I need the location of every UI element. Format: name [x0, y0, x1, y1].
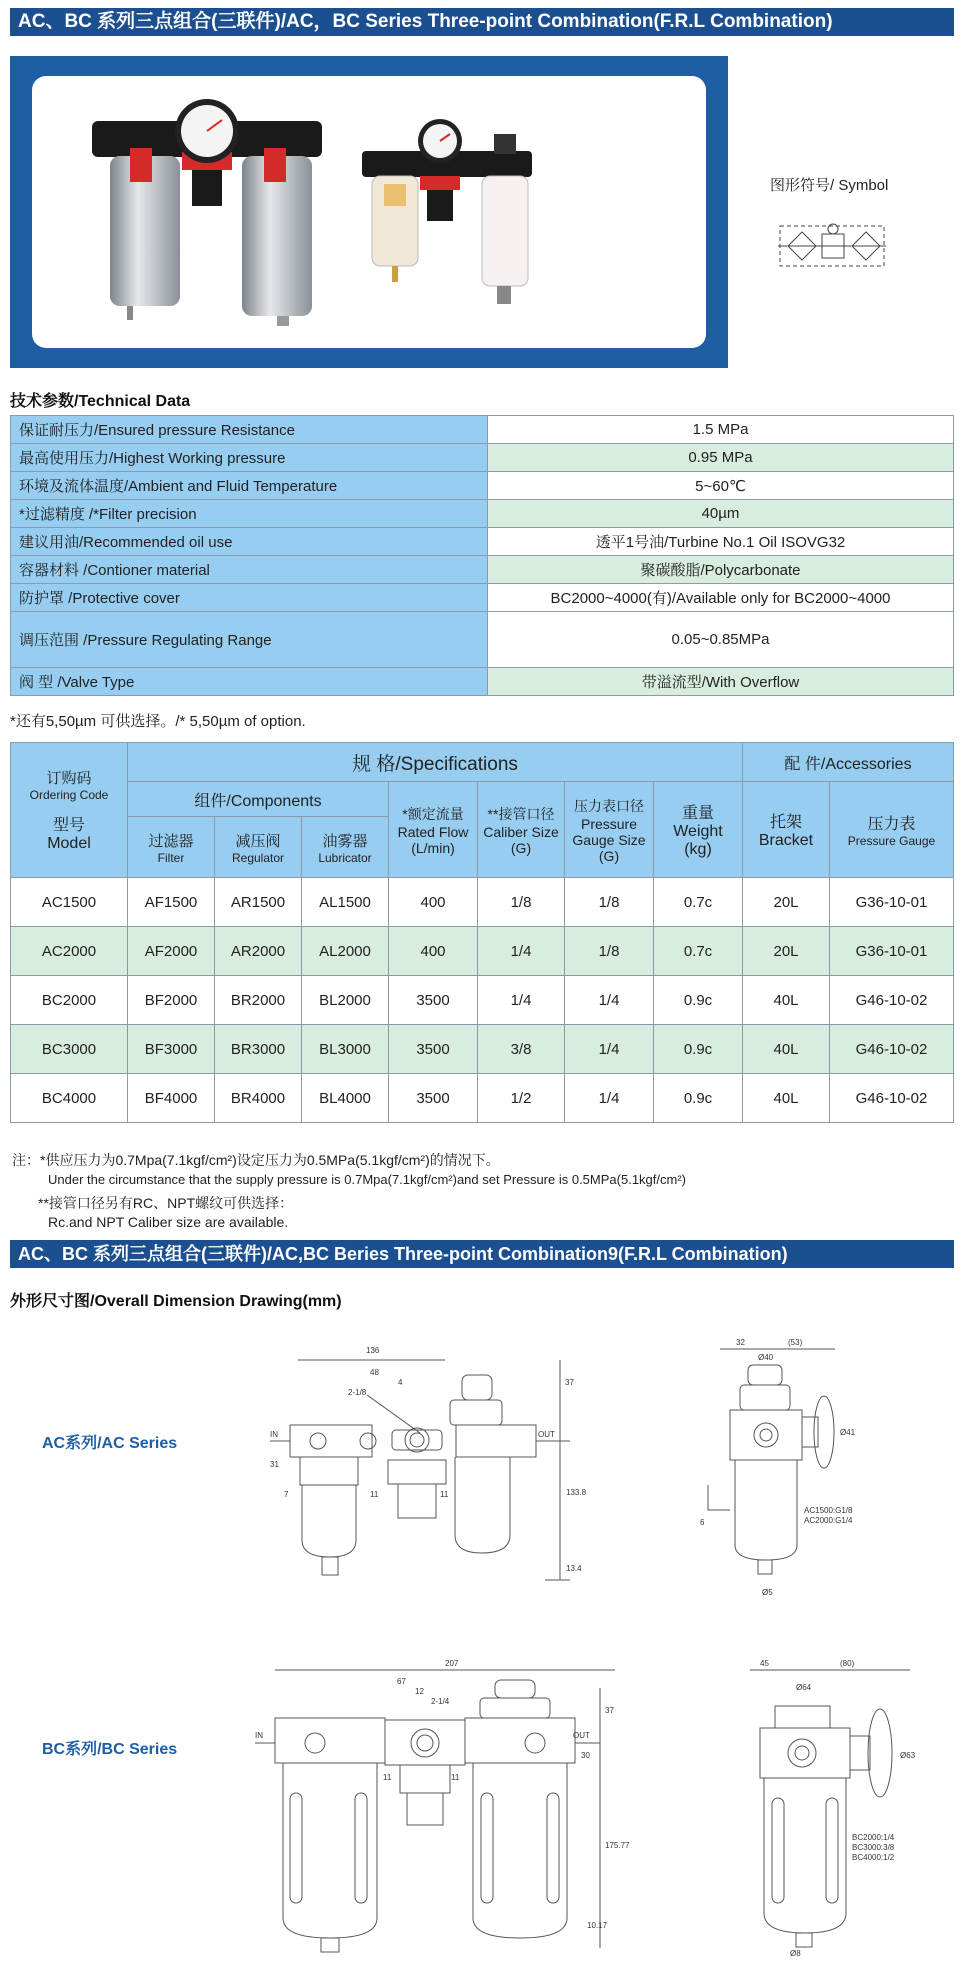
cell-weight: 0.9c: [654, 976, 743, 1025]
cell-weight: 0.7c: [654, 927, 743, 976]
pneumatic-symbol-icon: [778, 220, 888, 272]
bc-dim-c: 30: [581, 1751, 590, 1760]
bc-dim-h3: 10.17: [587, 1921, 608, 1930]
note-3: **接管口径另有RC、NPT螺纹可供选择：: [38, 1195, 294, 1211]
cell-flow: 400: [389, 927, 478, 976]
cell-regulator: AR1500: [215, 878, 302, 927]
ac-dim-h3: 13.4: [566, 1564, 582, 1573]
table-row: [11, 878, 954, 927]
bc-side-i: BC4000:1/2: [852, 1853, 895, 1862]
product-photo-frame: [10, 56, 728, 368]
tech-value: 0.95 MPa: [488, 444, 954, 472]
tech-footnote: *还有5,50µm 可供选择。/* 5,50µm of option.: [10, 713, 306, 730]
ac-front-drawing: [270, 1335, 600, 1615]
tech-value: 1.5 MPa: [488, 416, 954, 444]
cell-lubricator: BL2000: [302, 976, 389, 1025]
bc-dim-b: 12: [415, 1687, 424, 1696]
bc-series-label: BC系列/BC Series: [42, 1741, 178, 1758]
ac-dim-port: 2-1/8: [348, 1388, 367, 1397]
cell-filter: BF2000: [128, 976, 215, 1025]
bc-dim-a: 67: [397, 1677, 406, 1686]
cell-regulator: BR3000: [215, 1025, 302, 1074]
ac-side-d: Ø41: [840, 1428, 856, 1437]
tech-value: 带溢流型/With Overflow: [488, 668, 954, 696]
specifications-header: 规 格/Specifications: [128, 743, 743, 782]
bc-side-d: Ø63: [900, 1751, 916, 1760]
cell-bracket: 20L: [743, 927, 830, 976]
dimension-heading: 外形尺寸图/Overall Dimension Drawing(mm): [10, 1293, 342, 1310]
cell-flow: 3500: [389, 1074, 478, 1123]
cell-bracket: 40L: [743, 1025, 830, 1074]
cell-regulator: BR2000: [215, 976, 302, 1025]
table-row: [11, 472, 954, 500]
cell-caliber: 1/8: [478, 878, 565, 927]
note-4: Rc.and NPT Caliber size are available.: [48, 1214, 289, 1230]
tech-value: 透平1号油/Turbine No.1 Oil ISOVG32: [488, 528, 954, 556]
table-row: [11, 444, 954, 472]
bc-dim-in: IN: [255, 1731, 263, 1740]
tech-value: BC2000~4000(有)/Available only for BC2000~4000: [488, 584, 954, 612]
cell-lubricator: BL3000: [302, 1025, 389, 1074]
bracket-header: [743, 782, 830, 878]
cell-caliber: 1/4: [478, 976, 565, 1025]
model-cn: 型号: [52, 817, 85, 834]
cell-model: BC4000: [11, 1074, 128, 1123]
bc-dim-out: OUT: [573, 1731, 590, 1740]
flow-en: Rated Flow: [397, 823, 469, 840]
symbol-label: 图形符号/ Symbol: [770, 177, 889, 194]
flow-unit: (L/min): [411, 839, 455, 856]
bracket-cn: 托架: [769, 814, 802, 831]
tech-label: 保证耐压力/Ensured pressure Resistance: [11, 416, 488, 444]
table-row: [11, 584, 954, 612]
cell-weight: 0.9c: [654, 1025, 743, 1074]
cell-pgauge: G46-10-02: [830, 1074, 954, 1123]
cell-lubricator: BL4000: [302, 1074, 389, 1123]
cell-model: AC2000: [11, 927, 128, 976]
tech-value: 0.05~0.85MPa: [488, 612, 954, 668]
caliber-header: [478, 782, 565, 878]
note-2: Under the circumstance that the supply pressure is 0.7Mpa(7.1kgf/cm²)and set Pressure is 0.5MPa(5.1kgf/cm²): [48, 1172, 686, 1187]
ac-dim-e: 11: [370, 1490, 379, 1499]
bc-dim-h1: 37: [605, 1706, 614, 1715]
regulator-en: Regulator: [231, 850, 285, 865]
table-row: [11, 668, 954, 696]
ac-side-e: 6: [700, 1518, 705, 1527]
cell-filter: BF3000: [128, 1025, 215, 1074]
flow-header: [389, 782, 478, 878]
bc-side-e: Ø8: [790, 1949, 801, 1958]
pgauge-en: Pressure Gauge: [847, 834, 936, 848]
ac-dim-w: 136: [366, 1346, 380, 1355]
ac-dim-in: IN: [270, 1430, 278, 1439]
cell-model: AC1500: [11, 878, 128, 927]
weight-header: [654, 782, 743, 878]
bc-dim-e: 11: [451, 1773, 460, 1782]
ac-dim-h1: 37: [565, 1378, 574, 1387]
weight-cn: 重量: [681, 805, 714, 822]
ac-side-b: (53): [788, 1338, 803, 1347]
tech-value: 5~60℃: [488, 472, 954, 500]
bc-side-h: BC3000:3/8: [852, 1843, 895, 1852]
cell-gauge: 1/8: [565, 927, 654, 976]
ac-side-drawing: [700, 1335, 900, 1615]
cell-flow: 3500: [389, 1025, 478, 1074]
table-row: [11, 1074, 954, 1123]
table-row: [11, 612, 954, 668]
table-row: [11, 528, 954, 556]
bc-side-b: (80): [840, 1659, 855, 1668]
table-row: [11, 500, 954, 528]
ac-dim-a: 48: [370, 1368, 379, 1377]
pgauge-cn: 压力表: [867, 816, 916, 833]
tech-label: 建议用油/Recommended oil use: [11, 528, 488, 556]
cell-gauge: 1/4: [565, 976, 654, 1025]
flow-cn: *额定流量: [402, 805, 464, 822]
bc-side-c: Ø64: [796, 1683, 812, 1692]
caliber-en: Caliber Size: [483, 823, 559, 840]
cell-filter: AF1500: [128, 878, 215, 927]
small-unit-image: [362, 119, 532, 304]
cell-regulator: BR4000: [215, 1074, 302, 1123]
filter-en: Filter: [157, 850, 185, 865]
ordering-code-en: Ordering Code: [29, 788, 109, 802]
tech-label: 最高使用压力/Highest Working pressure: [11, 444, 488, 472]
ac-side-h: AC2000:G1/4: [804, 1516, 853, 1525]
cell-caliber: 3/8: [478, 1025, 565, 1074]
bc-dim-port: 2-1/4: [431, 1697, 450, 1706]
accessories-header: 配 件/Accessories: [743, 743, 954, 782]
caliber-unit: (G): [510, 839, 532, 856]
product-photo: [32, 76, 706, 348]
caliber-cn: **接管口径: [487, 805, 555, 822]
filter-cn: 过滤器: [148, 832, 194, 850]
tech-value: 40µm: [488, 500, 954, 528]
ac-side-f: Ø5: [762, 1588, 773, 1597]
ac-dim-b: 4: [398, 1378, 403, 1387]
tech-label: 容器材料 /Contioner material: [11, 556, 488, 584]
cell-caliber: 1/4: [478, 927, 565, 976]
lubricator-cn: 油雾器: [322, 832, 368, 850]
table-row: [11, 927, 954, 976]
bc-side-g: BC2000:1/4: [852, 1833, 895, 1842]
lubricator-header: [302, 817, 389, 878]
pressure-gauge-header: [830, 782, 954, 878]
ac-dim-f: 11: [440, 1490, 449, 1499]
gauge-unit: (G): [598, 847, 620, 864]
filter-header: [128, 817, 215, 878]
gauge-size-header: [565, 782, 654, 878]
regulator-cn: 减压阀: [235, 832, 281, 850]
gauge-cn: 压力表口径: [574, 797, 644, 814]
cell-filter: AF2000: [128, 927, 215, 976]
cell-pgauge: G46-10-02: [830, 976, 954, 1025]
cell-weight: 0.7c: [654, 878, 743, 927]
cell-bracket: 40L: [743, 1074, 830, 1123]
cell-flow: 3500: [389, 976, 478, 1025]
bracket-en: Bracket: [758, 832, 814, 849]
table-row: [11, 416, 954, 444]
ac-side-a: 32: [736, 1338, 745, 1347]
gauge-en2: Gauge Size: [572, 831, 646, 848]
tech-label: 环境及流体温度/Ambient and Fluid Temperature: [11, 472, 488, 500]
bc-side-drawing: [740, 1658, 930, 1958]
ac-dim-out: OUT: [538, 1430, 555, 1439]
cell-model: BC2000: [11, 976, 128, 1025]
cell-weight: 0.9c: [654, 1074, 743, 1123]
tech-label: 防护罩 /Protective cover: [11, 584, 488, 612]
ac-dim-h2: 133.8: [566, 1488, 587, 1497]
bc-side-a: 45: [760, 1659, 769, 1668]
cell-pgauge: G36-10-01: [830, 927, 954, 976]
cell-pgauge: G36-10-01: [830, 878, 954, 927]
cell-gauge: 1/4: [565, 1025, 654, 1074]
tech-label: 调压范围 /Pressure Regulating Range: [11, 612, 488, 668]
bc-dim-d: 11: [383, 1773, 392, 1782]
tech-value: 聚碳酸脂/Polycarbonate: [488, 556, 954, 584]
bc-dim-h2: 175.77: [605, 1841, 630, 1850]
ac-side-c: Ø40: [758, 1353, 774, 1362]
tech-label: 阀 型 /Valve Type: [11, 668, 488, 696]
table-row: [11, 976, 954, 1025]
ac-side-g: AC1500:G1/8: [804, 1506, 853, 1515]
cell-lubricator: AL2000: [302, 927, 389, 976]
ac-dim-c: 31: [270, 1460, 279, 1469]
cell-bracket: 20L: [743, 878, 830, 927]
ordering-code-cn: 订购码: [46, 770, 92, 787]
table-row: [11, 1025, 954, 1074]
page-title: AC、BC 系列三点组合(三联件)/AC，BC Series Three-point Combination(F.R.L Combination): [10, 8, 954, 36]
bc-dim-w: 207: [445, 1659, 459, 1668]
cell-gauge: 1/8: [565, 878, 654, 927]
note-1: 注：*供应压力为0.7Mpa(7.1kgf/cm²)设定压力为0.5MPa(5.1kgf/cm²)的情况下。: [12, 1152, 500, 1168]
cell-gauge: 1/4: [565, 1074, 654, 1123]
cell-filter: BF4000: [128, 1074, 215, 1123]
tech-label: *过滤精度 /*Filter precision: [11, 500, 488, 528]
ac-series-label: AC系列/AC Series: [42, 1435, 178, 1452]
bc-front-drawing: [255, 1658, 635, 1958]
lubricator-en: Lubricator: [318, 850, 372, 865]
ordering-code-header: [11, 743, 128, 878]
cell-flow: 400: [389, 878, 478, 927]
spec-table: [10, 742, 954, 1123]
model-en: Model: [47, 835, 91, 852]
cell-bracket: 40L: [743, 976, 830, 1025]
components-header: 组件/Components: [128, 782, 389, 817]
cell-lubricator: AL1500: [302, 878, 389, 927]
section-title: AC、BC 系列三点组合(三联件)/AC,BC Beries Three-point Combination9(F.R.L Combination): [10, 1240, 954, 1268]
regulator-header: [215, 817, 302, 878]
ac-dim-d: 7: [284, 1490, 289, 1499]
cell-regulator: AR2000: [215, 927, 302, 976]
ac-unit-image: [92, 99, 322, 326]
table-row: [11, 556, 954, 584]
technical-heading: 技术参数/Technical Data: [10, 393, 191, 410]
cell-pgauge: G46-10-02: [830, 1025, 954, 1074]
cell-caliber: 1/2: [478, 1074, 565, 1123]
technical-table: [10, 415, 954, 696]
cell-model: BC3000: [11, 1025, 128, 1074]
weight-en: Weight: [673, 823, 723, 840]
gauge-en1: Pressure: [580, 815, 638, 832]
weight-unit: (kg): [684, 841, 712, 858]
